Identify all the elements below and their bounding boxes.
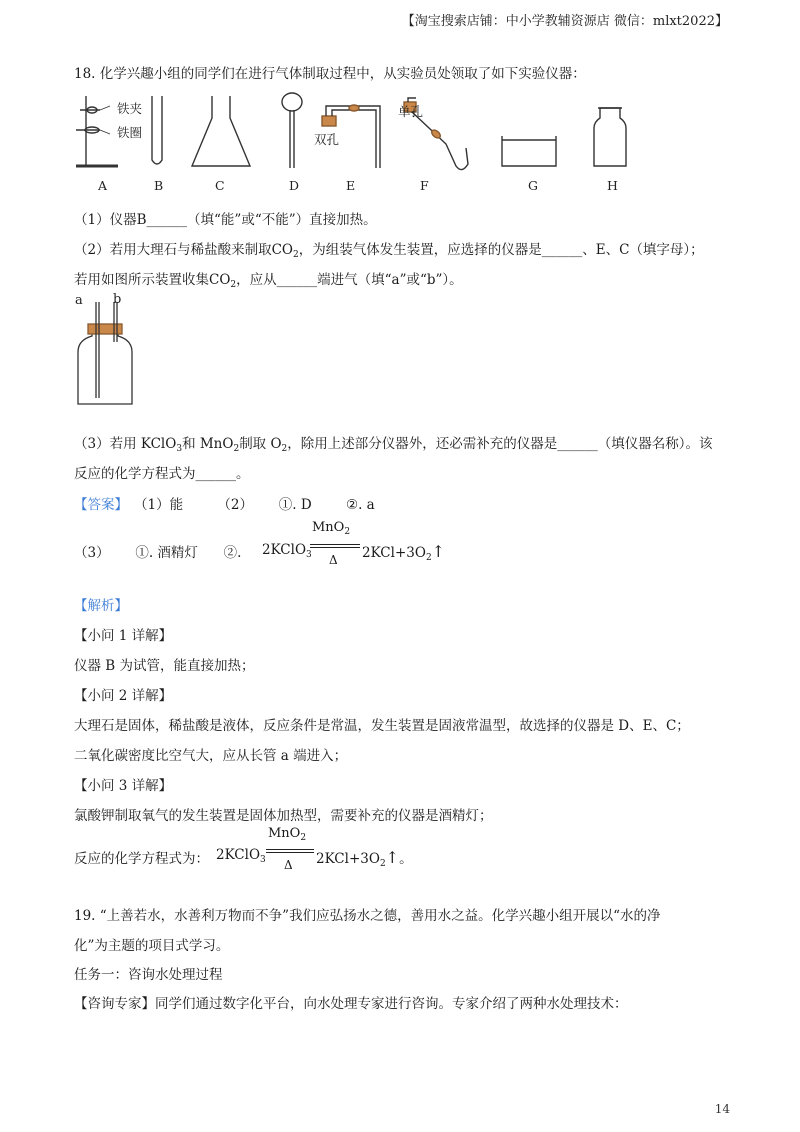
iron-stand-icon — [76, 96, 118, 166]
analysis-s2-text1: 大理石是固体，稀盐酸是液体，反应条件是常温，发生装置是固液常温型，故选择的仪器是 D、E、C； — [74, 718, 690, 734]
q19-line2: 化”为主题的项目式学习。 — [74, 938, 230, 954]
apparatus-letter-h: H — [607, 178, 618, 193]
apparatus-letter-g: G — [528, 178, 538, 193]
q18-intro: 18. 化学兴趣小组的同学们在进行气体制取过程中，从实验员处领取了如下实验仪器： — [74, 66, 586, 82]
q18-part2-line1: （2）若用大理石与稀盐酸来制取$CO_2$，为组装气体发生装置，应选择的仪器是______、E、C（填字母）； — [74, 242, 704, 260]
answer-equation: 2KClO$_3$ MnO$_2$ Δ $2KCl+3O_2↑$ — [262, 520, 446, 567]
q18-part2-line2: 若用如图所示装置收集$CO_2$，应从______端进气（填“a”或“b”）。 — [74, 272, 463, 290]
bottle-label-b: b — [113, 292, 122, 307]
analysis-s3-title: 【小问 3 详解】 — [74, 778, 173, 794]
q19-line1: 19. “上善若水，水善利万物而不争”我们应弘扬水之德，善用水之益。化学兴趣小组开展以“水的净 — [74, 908, 661, 924]
q19-line3: 任务一：咨询水处理过程 — [74, 967, 223, 983]
shop-header: 【淘宝搜索店铺：中小学教辅资源店 微信：mlxt2022】 — [401, 14, 728, 29]
apparatus-letter-d: D — [289, 178, 300, 193]
analysis-s3-text2: 反应的化学方程式为： — [74, 851, 209, 867]
analysis-s3-text1: 氯酸钾制取氧气的发生装置是固体加热型，需要补充的仪器是酒精灯； — [74, 808, 493, 824]
apparatus-letter-f: F — [420, 178, 429, 193]
collection-bottle-figure — [70, 294, 140, 409]
q18-part3-line1: （3）若用 KClO$_3$和 MnO$_2$制取 $O_2$，除用上述部分仪器外，还必需补充的仪器是______（填仪器名称）。该 — [74, 436, 713, 454]
apparatus-letter-b: B — [154, 178, 164, 193]
test-tube-icon — [152, 96, 162, 164]
analysis-equation: 2KClO$_3$ MnO$_2$ Δ $2KCl+3O_2↑$。 — [216, 826, 413, 872]
long-neck-funnel-icon — [282, 93, 302, 168]
page-number: 14 — [714, 1102, 730, 1116]
analysis-s2-text2: 二氧化碳密度比空气大，应从长管 a 端进入； — [74, 748, 348, 764]
water-trough-icon — [502, 136, 556, 166]
analysis-s1-text: 仪器 B 为试管，能直接加热； — [74, 658, 255, 674]
conical-flask-icon — [192, 96, 250, 166]
analysis-tag: 【解析】 — [74, 598, 128, 614]
label-shuangkong: 双孔 — [314, 132, 340, 147]
bottle-label-a: a — [75, 293, 83, 308]
q19-line4: 【咨询专家】同学们通过数字化平台，向水处理专家进行咨询。专家介绍了两种水处理技术： — [74, 996, 628, 1012]
answer-line1: （1）能 （2） ①. D ②. a — [134, 497, 375, 513]
q18-part1: （1）仪器B______（填“能”或“不能”）直接加热。 — [74, 212, 377, 228]
label-tiequan: 铁圈 — [117, 125, 143, 140]
apparatus-letter-c: C — [215, 178, 225, 193]
apparatus-letter-a: A — [98, 178, 108, 193]
gas-bottle-icon — [594, 108, 626, 166]
analysis-s2-title: 【小问 2 详解】 — [74, 688, 173, 704]
answer-line2-prefix: （3） ①. 酒精灯 ②. — [74, 545, 246, 561]
apparatus-letter-e: E — [346, 178, 356, 193]
analysis-s1-title: 【小问 1 详解】 — [74, 628, 173, 644]
answer-tag: 【答案】 — [74, 497, 128, 513]
label-tiejia: 铁夹 — [117, 101, 143, 116]
q18-part3-line2: 反应的化学方程式为______。 — [74, 466, 250, 482]
label-dankong: 单孔 — [398, 104, 424, 119]
